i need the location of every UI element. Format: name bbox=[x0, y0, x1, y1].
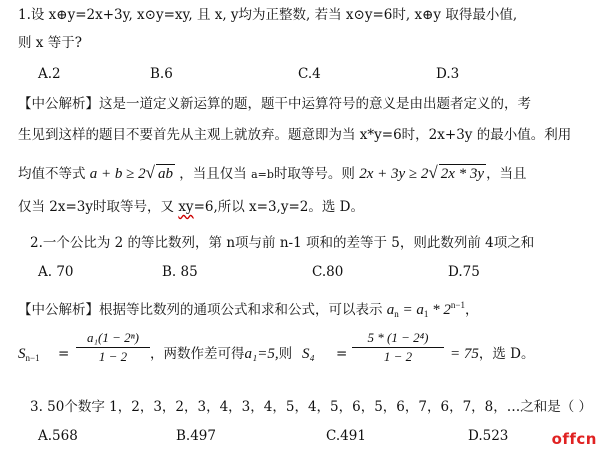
q3-option-c: C.491 bbox=[326, 428, 366, 444]
inequality-formula: a + b ≥ 2√ ab bbox=[89, 163, 173, 182]
s4-eq: = bbox=[336, 346, 348, 362]
sum-lhs: $S_{n-1}$ bbox=[18, 346, 40, 363]
q3-stem-line1: 3. 50个数字 1，2，3，2，3，4，3，4，5，4，5，6，5，6，7，6，7，8，…之和是（ ） bbox=[30, 399, 593, 415]
sum-fraction-1: a₁(1 − 2ⁿ) 1 − 2 bbox=[76, 330, 150, 365]
general-term-formula: $a_n = a_1 * 2^{n-1}$ bbox=[386, 300, 465, 319]
q1-option-d: D.3 bbox=[436, 66, 460, 82]
q2-analysis-line1: 【中公解析】根据等比数列的通项公式和求和公式，可以表示 $a_n = a_1 * 2^{n-1}$， bbox=[18, 300, 479, 319]
q1-stem-line1: 1.设 x⊕y=2x+3y, x⊙y=xy, 且 x, y均为正整数, 若当 x⊙y=6时, x⊕y 取得最小值, bbox=[18, 7, 518, 23]
q2-option-b: B. 85 bbox=[162, 264, 198, 280]
q1-option-a: A.2 bbox=[38, 66, 61, 82]
q1-analysis-line3: 均值不等式 a + b ≥ 2√ ab ，当且仅当 a=b时取等号。则 2x + 3y ≥ 2√ 2x * 3y ，当且 bbox=[18, 163, 527, 182]
q2-analysis-middle: ，两数作差可得a₁=5,则 bbox=[150, 346, 293, 362]
inequality-formula-2: 2x + 3y ≥ 2√ 2x * 3y bbox=[359, 163, 485, 182]
q2-stem-line1: 2.一个公比为 2 的等比数列，第 n项与前 n-1 项和的差等于 5，则此数列前 4项之和 bbox=[30, 235, 535, 251]
q1-analysis-line4: 仅当 2x=3y时取等号，又 xy=6,所以 x=3,y=2。选 D。 bbox=[18, 199, 364, 215]
q3-option-b: B.497 bbox=[176, 428, 216, 444]
q2-option-c: C.80 bbox=[312, 264, 344, 280]
offcn-logo: offcn bbox=[551, 430, 597, 448]
q1-stem-line2: 则 x 等于? bbox=[18, 35, 82, 51]
q2-result: = 75，选 D。 bbox=[450, 346, 535, 362]
q2-option-d: D.75 bbox=[448, 264, 480, 280]
q1-analysis-line2: 生见到这样的题目不要首先从主观上就放弃。题意即为当 x*y=6时，2x+3y 的最小值。利用 bbox=[18, 127, 572, 143]
q3-option-a: A.568 bbox=[38, 428, 78, 444]
q1-analysis-line1: 【中公解析】这是一道定义新运算的题，题干中运算符号的意义是由出题者定义的，考 bbox=[18, 96, 531, 112]
q1-option-b: B.6 bbox=[150, 66, 173, 82]
sum-fraction-2: 5 * (1 − 2⁴) 1 − 2 bbox=[352, 330, 444, 365]
q1-option-c: C.4 bbox=[298, 66, 321, 82]
s4-label: S₄ bbox=[302, 346, 315, 362]
sum-eq: = bbox=[58, 346, 70, 362]
q2-option-a: A. 70 bbox=[38, 264, 74, 280]
q3-option-d: D.523 bbox=[468, 428, 509, 444]
